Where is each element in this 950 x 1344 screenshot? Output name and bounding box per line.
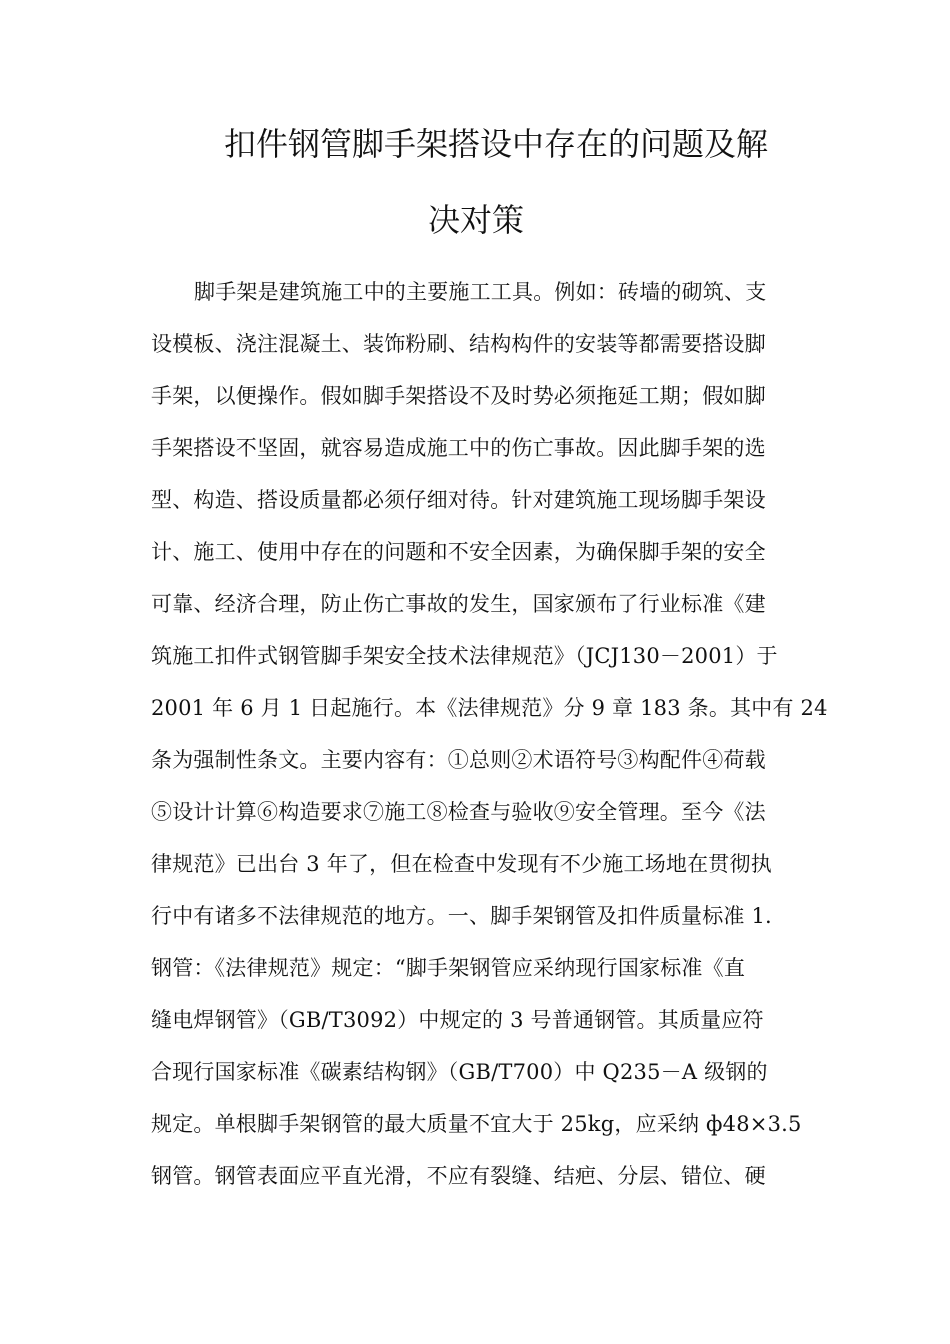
body-line-10: 条为强制性条文。主要内容有：①总则②术语符号③构配件④荷载 (151, 748, 766, 772)
document-title-line-2: 决对策 (428, 201, 525, 239)
body-line-5: 型、构造、搭设质量都必须仔细对待。针对建筑施工现场脚手架设 (151, 488, 766, 512)
body-line-16: 合现行国家标准《碳素结构钢》（GB/T700）中 Q235－A 级钢的 (151, 1060, 768, 1084)
document-title-line-1: 扣件钢管脚手架搭设中存在的问题及解 (224, 125, 769, 163)
body-line-18: 钢管。钢管表面应平直光滑，不应有裂缝、结疤、分层、错位、硬 (151, 1164, 766, 1188)
body-line-8: 筑施工扣件式钢管脚手架安全技术法律规范》（JCJ130－2001）于 (151, 644, 778, 668)
body-line-2: 设模板、浇注混凝土、装饰粉刷、结构构件的安装等都需要搭设脚 (151, 332, 766, 356)
body-line-13: 行中有诸多不法律规范的地方。一、脚手架钢管及扣件质量标准 1. (151, 904, 772, 928)
body-line-12: 律规范》已出台 3 年了，但在检查中发现有不少施工场地在贯彻执 (151, 852, 772, 876)
body-line-7: 可靠、经济合理，防止伤亡事故的发生，国家颁布了行业标准《建 (151, 592, 766, 616)
body-line-1: 脚手架是建筑施工中的主要施工工具。例如：砖墙的砌筑、支 (194, 280, 767, 304)
body-line-11: ⑤设计计算⑥构造要求⑦施工⑧检查与验收⑨安全管理。至今《法 (151, 800, 766, 824)
body-line-14: 钢管：《法律规范》规定：“脚手架钢管应采纳现行国家标准《直 (151, 956, 746, 980)
body-line-6: 计、施工、使用中存在的问题和不安全因素，为确保脚手架的安全 (151, 540, 766, 564)
body-line-4: 手架搭设不坚固，就容易造成施工中的伤亡事故。因此脚手架的选 (151, 436, 766, 460)
body-line-3: 手架，以便操作。假如脚手架搭设不及时势必须拖延工期；假如脚 (151, 384, 766, 408)
body-line-9: 2001 年 6 月 1 日起施行。本《法律规范》分 9 章 183 条。其中有 24 (151, 696, 828, 720)
body-line-15: 缝电焊钢管》（GB/T3092）中规定的 3 号普通钢管。其质量应符 (151, 1008, 764, 1032)
body-line-17: 规定。单根脚手架钢管的最大质量不宜大于 25kg，应采纳 ф48×3.5 (151, 1112, 802, 1136)
